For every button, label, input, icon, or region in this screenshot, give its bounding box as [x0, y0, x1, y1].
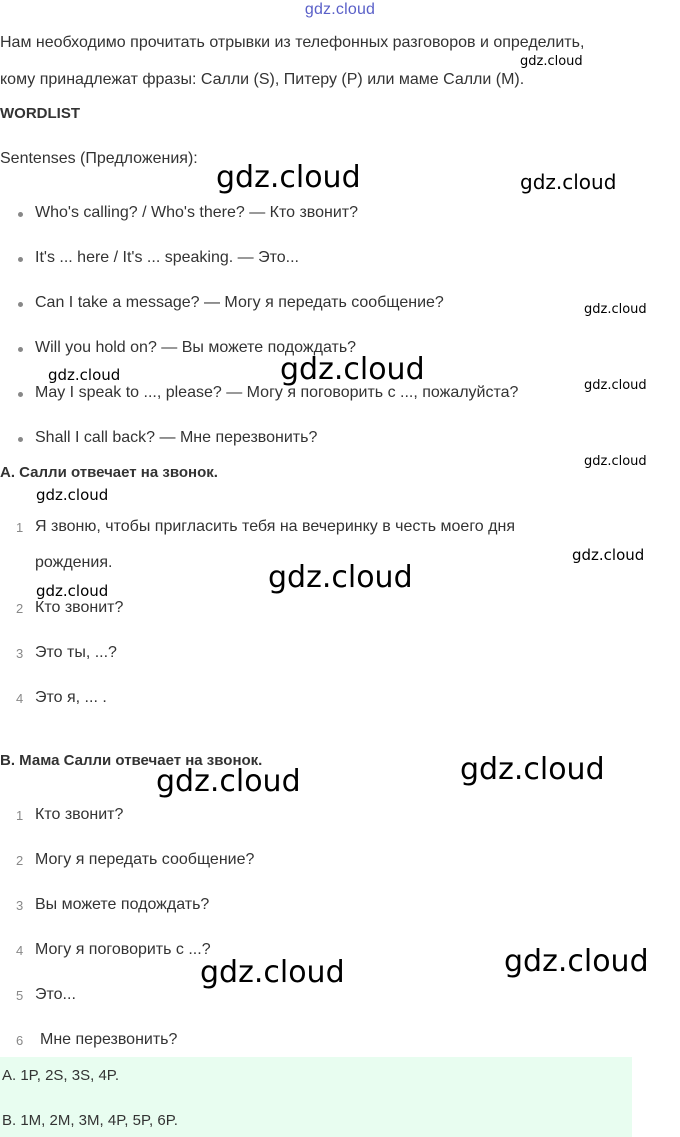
watermark: gdz.cloud	[280, 352, 425, 387]
list-item: Я звоню, чтобы пригласить тебя на вечеринку в честь моего дня	[35, 518, 515, 535]
list-item: Кто звонит?	[35, 806, 124, 823]
intro-line-1: Нам необходимо прочитать отрывки из телефонных разговоров и определить,	[0, 34, 585, 51]
watermark: gdz.cloud	[520, 54, 583, 69]
sentences-label: Sentenses (Предложения):	[0, 150, 198, 167]
intro-line-2: кому принадлежат фразы: Салли (S), Питеру (P) или маме Салли (M).	[0, 71, 525, 88]
section-b-heading: B. Мама Салли отвечает на звонок.	[0, 752, 263, 769]
list-item: Могу я поговорить с ...?	[35, 941, 211, 958]
item-number: 6	[16, 1033, 24, 1048]
watermark: gdz.cloud	[36, 582, 109, 600]
list-item: Это...	[35, 986, 76, 1003]
list-item: Who's calling? / Who's there? — Кто звонит?	[35, 204, 359, 221]
item-number: 4	[16, 691, 24, 706]
item-number: 5	[16, 988, 24, 1003]
item-number: 3	[16, 646, 24, 661]
watermark: gdz.cloud	[520, 170, 617, 194]
list-item-continuation: рождения.	[35, 554, 113, 571]
bullet-icon	[18, 212, 23, 217]
item-number: 4	[16, 943, 24, 958]
item-number: 3	[16, 898, 24, 913]
item-number: 2	[16, 853, 24, 868]
wordlist-heading: WORDLIST	[0, 105, 80, 122]
list-item: Это ты, ...?	[35, 644, 117, 661]
bullet-icon	[18, 347, 23, 352]
watermark: gdz.cloud	[216, 160, 361, 195]
watermark: gdz.cloud	[584, 378, 647, 393]
list-item: Это я, ... .	[35, 689, 107, 706]
list-item: May I speak to ..., please? — Могу я поговорить с ..., пожалуйста?	[35, 384, 519, 401]
bullet-icon	[18, 302, 23, 307]
list-item: It's ... here / It's ... speaking. — Это...	[35, 249, 299, 266]
watermark: gdz.cloud	[36, 486, 109, 504]
watermark: gdz.cloud	[268, 560, 413, 595]
answer-a: A. 1P, 2S, 3S, 4P.	[2, 1067, 120, 1084]
section-a-heading: A. Салли отвечает на звонок.	[0, 464, 218, 481]
watermark: gdz.cloud	[200, 955, 345, 990]
list-item: Can I take a message? — Могу я передать сообщение?	[35, 294, 444, 311]
list-item: Кто звонит?	[35, 599, 124, 616]
bullet-icon	[18, 257, 23, 262]
watermark: gdz.cloud	[584, 454, 647, 469]
bullet-icon	[18, 392, 23, 397]
item-number: 1	[16, 520, 24, 535]
list-item: Shall I call back? — Мне перезвонить?	[35, 429, 318, 446]
watermark: gdz.cloud	[572, 546, 645, 564]
watermark: gdz.cloud	[48, 366, 121, 384]
site-logo[interactable]: gdz.cloud	[304, 1, 376, 18]
watermark: gdz.cloud	[460, 752, 605, 787]
bullet-icon	[18, 437, 23, 442]
item-number: 1	[16, 808, 24, 823]
watermark: gdz.cloud	[156, 764, 301, 799]
watermark: gdz.cloud	[504, 944, 649, 979]
item-number: 2	[16, 601, 24, 616]
list-item: Will you hold on? — Вы можете подождать?	[35, 339, 357, 356]
list-item: Мне перезвонить?	[40, 1031, 178, 1048]
watermark: gdz.cloud	[584, 302, 647, 317]
list-item: Могу я передать сообщение?	[35, 851, 255, 868]
list-item: Вы можете подождать?	[35, 896, 210, 913]
answer-b: B. 1M, 2M, 3M, 4P, 5P, 6P.	[2, 1112, 178, 1129]
